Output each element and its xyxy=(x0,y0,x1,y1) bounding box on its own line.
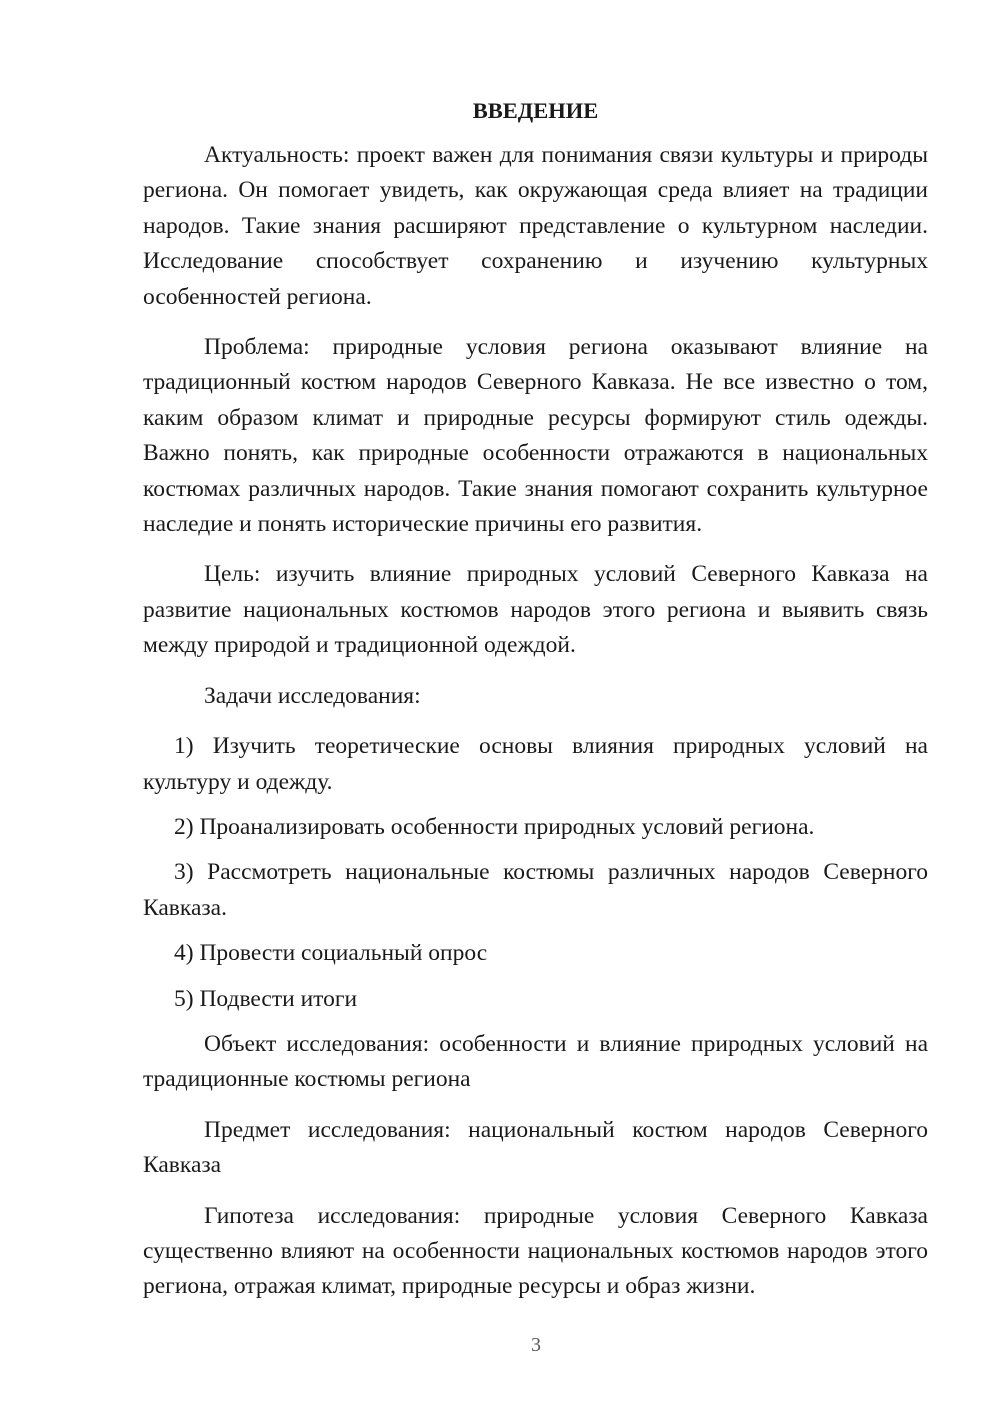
tasks-title: Задачи исследования: xyxy=(204,682,421,709)
paragraph-subject: Предмет исследования: национальный костюм народов Северного Кавказа xyxy=(143,1116,928,1179)
task-item: 2) Проанализировать особенности природных условий региона. xyxy=(174,813,815,840)
paragraph-relevance: Актуальность: проект важен для понимания связи культуры и природы региона. Он помогает увидеть, как окружающая среда влияет на традиции народов. Такие знания расширяют представление о культурном наследии. Исследование способствует сохранению и изучению культурных особенностей региона. xyxy=(143,142,928,310)
page-number: 3 xyxy=(531,1334,541,1356)
task-item: 3) Рассмотреть национальные костюмы различных народов Северного Кавказа. xyxy=(143,859,928,921)
paragraph-goal: Цель: изучить влияние природных условий Северного Кавказа на развитие национальных костюмов народов этого региона и выявить связь между природой и традиционной одеждой. xyxy=(143,561,928,659)
paragraph-object: Объект исследования: особенности и влияние природных условий на традиционные костюмы региона xyxy=(143,1030,928,1093)
paragraph-problem: Проблема: природные условия региона оказывают влияние на традиционный костюм народов Северного Кавказа. Не все известно о том, каким образом климат и природные ресурсы формируют стиль одежды. Важно понять, как природные особенности отражаются в национальных костюмах различных народов. Такие знания помогают сохранить культурное наследие и понять исторические причины его развития. xyxy=(143,334,928,538)
paragraph-hypothesis: Гипотеза исследования: природные условия Северного Кавказа существенно влияют на особенности национальных костюмов народов этого региона, отражая климат, природные ресурсы и образ жизни. xyxy=(143,1202,928,1300)
page-content xyxy=(143,96,928,1320)
task-item: 1) Изучить теоретические основы влияния природных условий на культуру и одежду. xyxy=(143,733,928,795)
task-item: 4) Провести социальный опрос xyxy=(174,940,488,967)
section-heading: ВВЕДЕНИЕ xyxy=(472,98,599,123)
task-item: 5) Подвести итоги xyxy=(174,985,358,1012)
